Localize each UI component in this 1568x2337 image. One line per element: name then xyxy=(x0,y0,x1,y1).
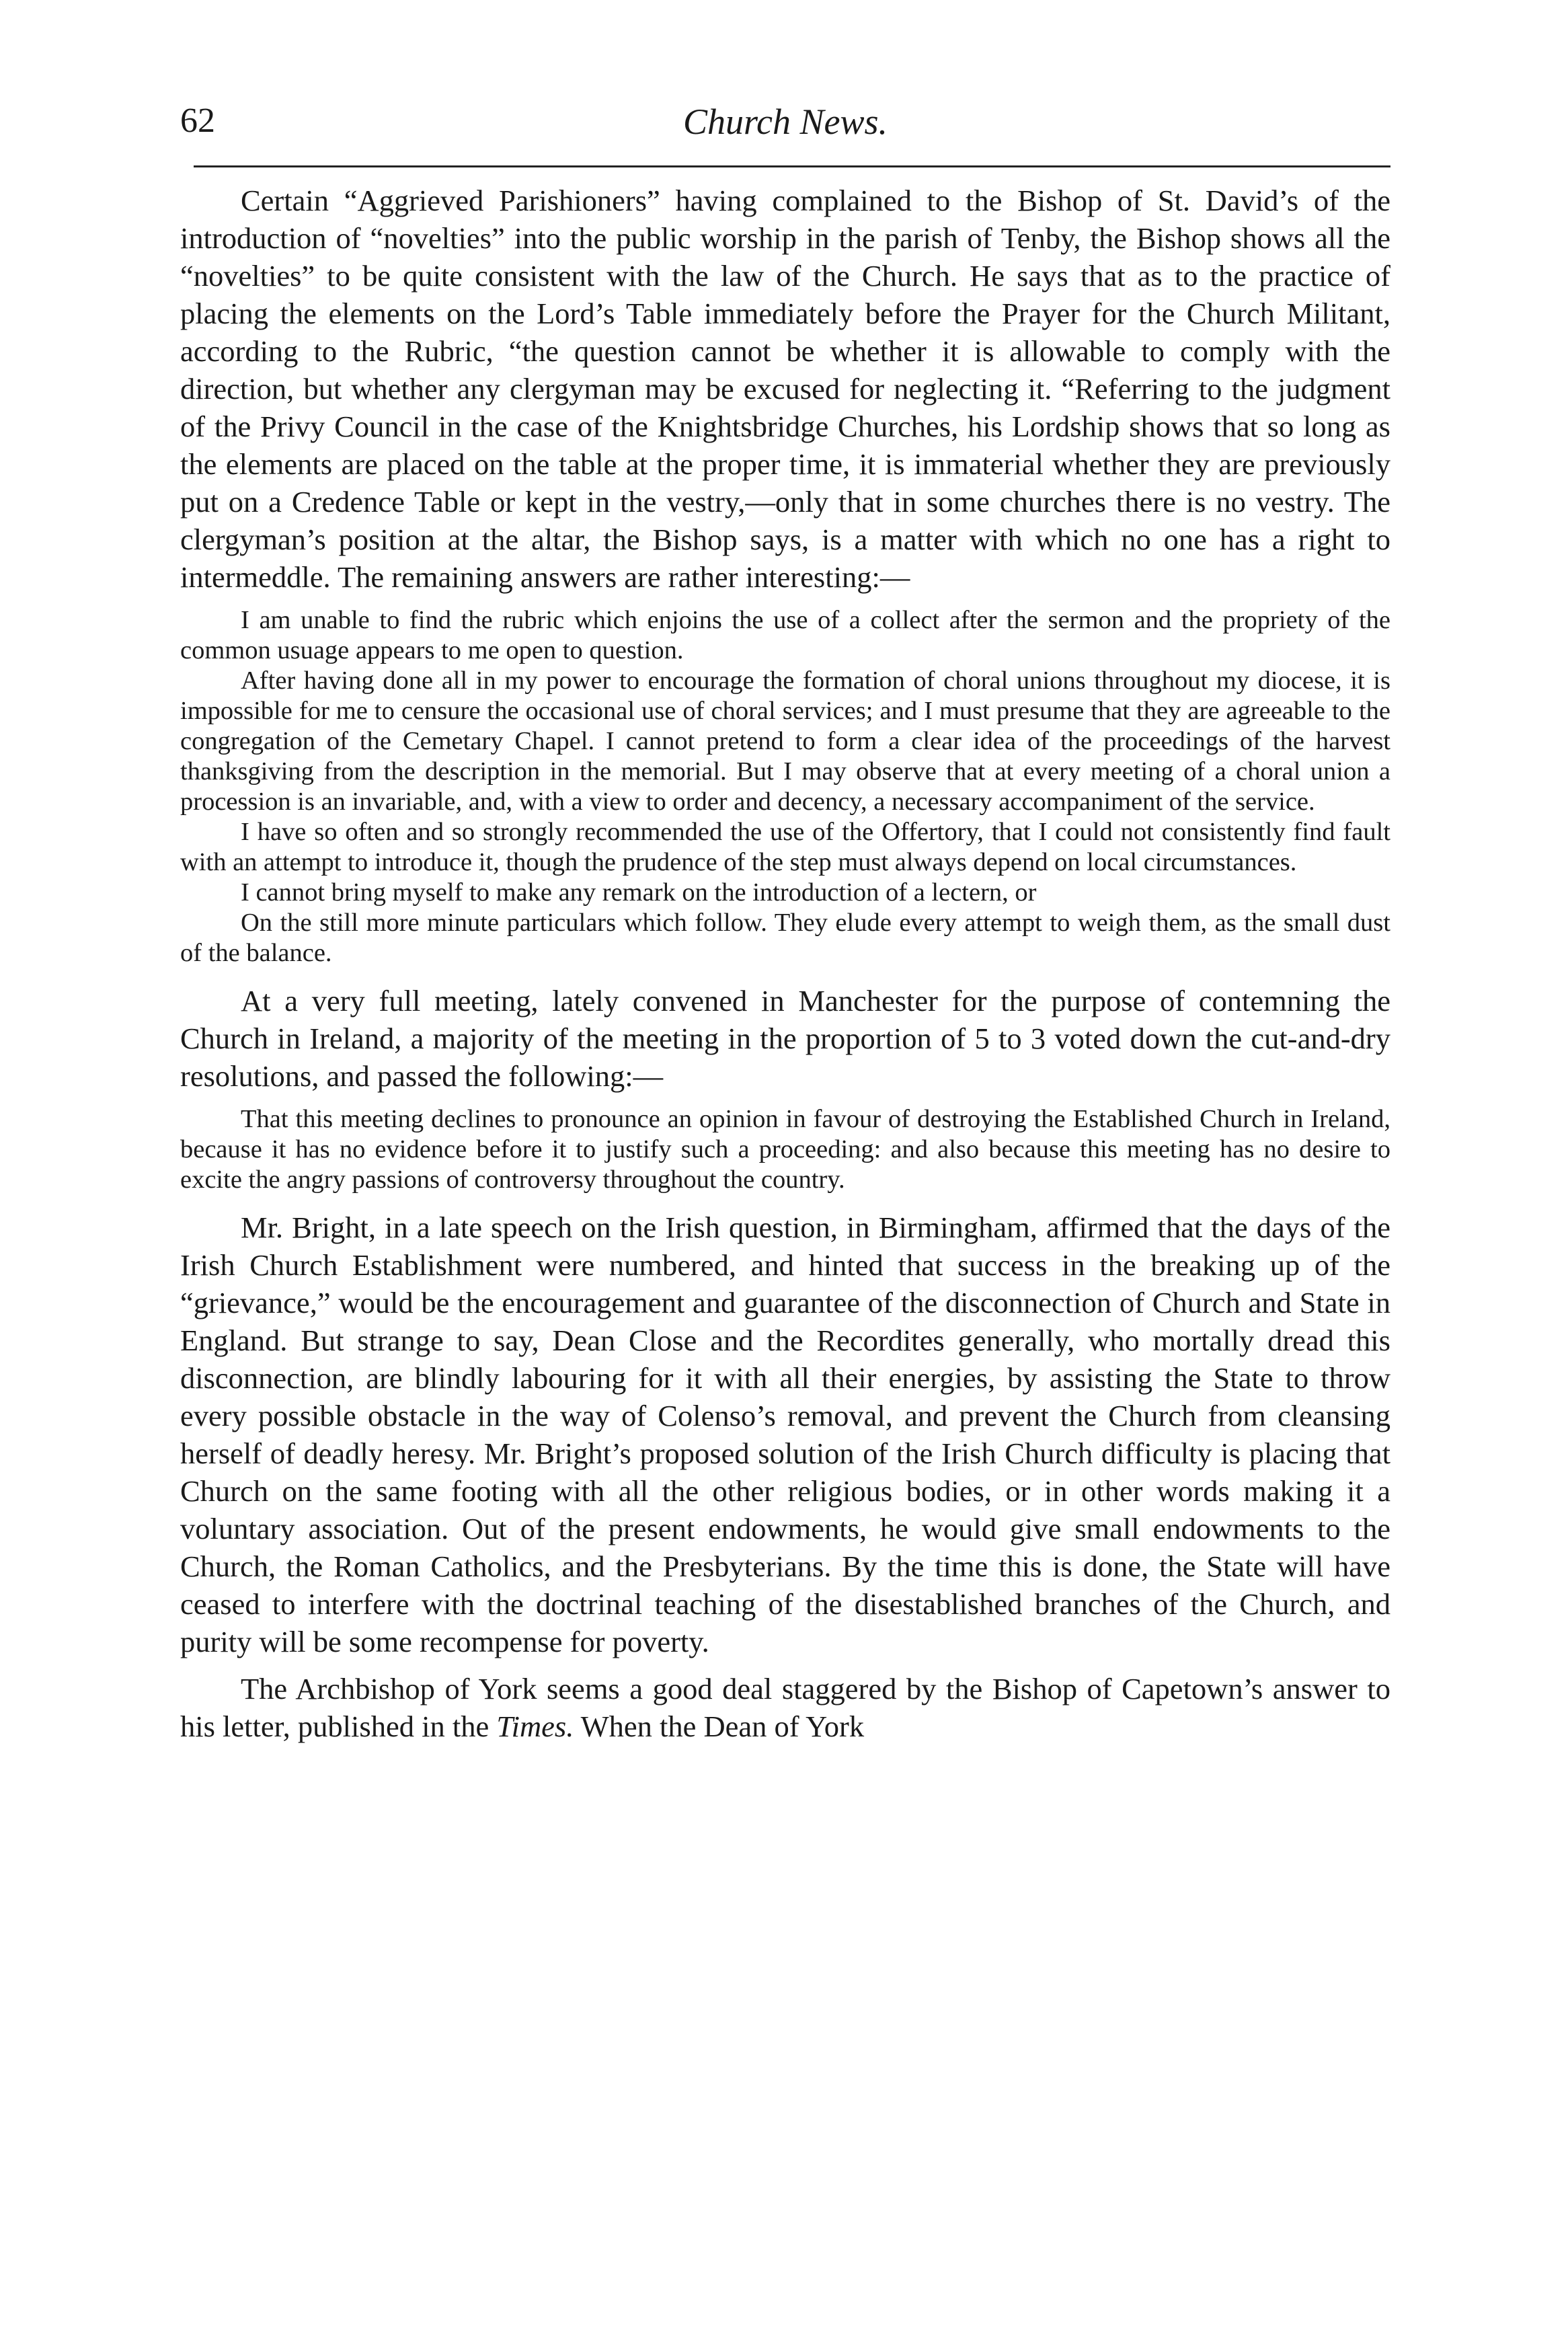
archbishop-text-end: When the Dean of York xyxy=(580,1710,865,1743)
times-title: Times. xyxy=(496,1710,574,1743)
quote-particulars: On the still more minute particulars which follow. They elude every attempt to weigh them, as the small dust of the balance. xyxy=(180,909,1390,967)
quote-lectern: I cannot bring myself to make any remark on the introduction of a lectern, or xyxy=(241,878,1037,907)
quote-collect: I am unable to find the rubric which enjoins the use of a collect after the sermon and the propriety of the common usuage appears to me open to question. xyxy=(180,606,1390,664)
resolution-block xyxy=(180,1104,1390,1195)
paragraph-manchester: At a very full meeting, lately convened in Manchester for the purpose of contemning the Church in Ireland, a majority of the meeting in the proportion of 5 to 3 voted down the cut-and-dry resolutions, and passed the following:— xyxy=(180,984,1390,1093)
quote-resolution: That this meeting declines to pronounce an opinion in favour of destroying the Established Church in Ireland, because it has no evidence before it to justify such a proceeding: and also because this meeting has no desire to excite the angry passions of controversy throughout the country. xyxy=(180,1105,1390,1194)
header-rule xyxy=(194,165,1390,167)
paragraph-tenby: Certain “Aggrieved Parishioners” having complained to the Bishop of St. David’s of the introduction of “novelties” into the public worship in the parish of Tenby, the Bishop shows all the “novelties” to be quite consistent with the law of the Church. He says that as to the practice of placing the elements on the Lord’s Table immediately before the Prayer for the Church Militant, according to the Rubric, “the question cannot be whether it is allowable to comply with the direction, but whether any clergyman may be excused for neglecting it. “Referring to the judgment of the Privy Council in the case of the Knightsbridge Churches, his Lordship shows that so long as the elements are placed on the table at the proper time, it is immaterial whether they are previously put on a Credence Table or kept in the vestry,—only that in some churches there is no vestry. The clergyman’s position at the altar, the Bishop says, is a matter with which no one has a right to intermeddle. The remaining answers are rather interesting:— xyxy=(180,184,1390,594)
article-body xyxy=(180,182,1390,1755)
page-header xyxy=(180,87,1390,161)
paragraph-bright: Mr. Bright, in a late speech on the Irish question, in Birmingham, affirmed that the days of the Irish Church Establishment were numbered, and hinted that success in the breaking up of the “grievance,” would be the encouragement and guarantee of the disconnection of Church and State in England. But strange to say, Dean Close and the Recordites generally, who mortally dread this disconnection, are blindly labouring for it with all their energies, by assisting the State to throw every possible obstacle in the way of Colenso’s removal, and prevent the Church from cleansing herself of deadly heresy. Mr. Bright’s proposed solution of the Irish Church difficulty is placing that Church on the same footing with all the other religious bodies, or in other words making it a voluntary association. Out of the present endowments, he would give small endowments to the Church, the Roman Catholics, and the Presbyterians. By the time this is done, the State will have ceased to interfere with the doctrinal teaching of the disestablished branches of the Church, and purity will be some recompense for poverty. xyxy=(180,1211,1390,1658)
quoted-answers xyxy=(180,605,1390,968)
page-number: 62 xyxy=(180,102,215,140)
paragraph-archbishop xyxy=(180,1670,1390,1745)
page xyxy=(180,87,1390,2310)
running-title: Church News. xyxy=(682,102,888,142)
quote-offertory: I have so often and so strongly recommended the use of the Offertory, that I could not consistently find fault with an attempt to introduce it, though the prudence of the step must always depend on local circumstances. xyxy=(180,818,1390,876)
quote-choral: After having done all in my power to encourage the formation of choral unions throughout my diocese, it is impossible for me to censure the occasional use of choral services; and I must presume that they are agreeable to the congregation of the Cemetary Chapel. I cannot pretend to form a clear idea of the proceedings of the harvest thanksgiving from the description in the memorial. But I may observe that at every meeting of a choral union a procession is an invariable, and, with a view to order and decency, a necessary accompaniment of the service. xyxy=(180,666,1390,816)
archbishop-text-start: The Archbishop of York seems a good deal staggered by the Bishop of Capetown’s answer to his letter, published in the xyxy=(180,1672,1390,1743)
